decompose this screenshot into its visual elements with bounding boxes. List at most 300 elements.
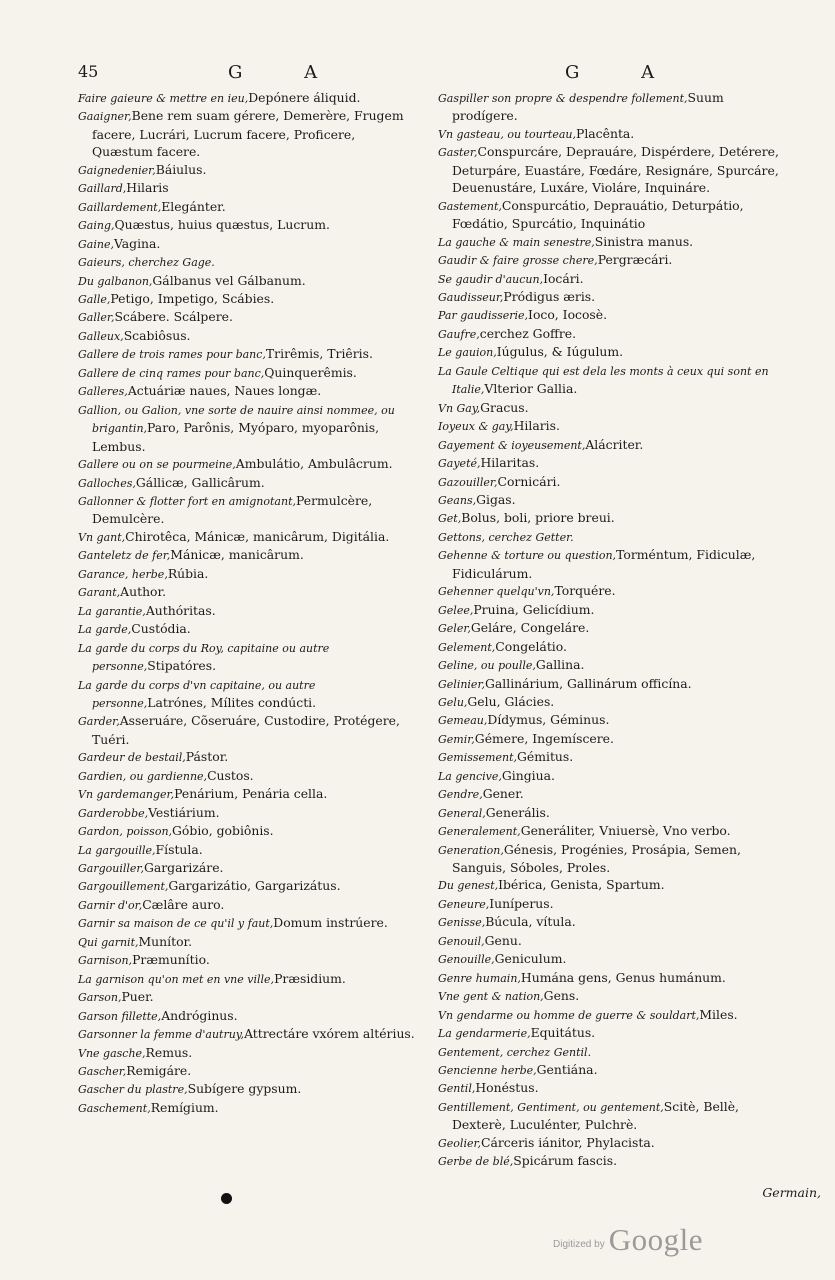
- entry-latin: Chirotêca, Mánicæ, manicârum, Digitália.: [125, 528, 390, 544]
- entry-latin: Vlterior Gallia.: [484, 381, 578, 397]
- entry-latin: Cárceris iánitor, Phylacista.: [481, 1134, 655, 1150]
- dictionary-entry: [438, 656, 783, 674]
- entry-latin: Báiulus.: [155, 161, 207, 177]
- dictionary-entry: [78, 970, 418, 988]
- dictionary-entry: [78, 639, 418, 676]
- dictionary-entry: [438, 711, 783, 729]
- dictionary-entry: [438, 785, 783, 803]
- entry-headword: Gaudisseur,: [438, 290, 504, 304]
- entry-headword: Genre humain,: [438, 971, 521, 985]
- entry-headword: Ioyeux & gay,: [438, 420, 514, 434]
- entry-latin: Gémitus.: [517, 749, 574, 765]
- entry-headword: Genouil,: [438, 934, 485, 948]
- dictionary-entry: [438, 913, 783, 931]
- entry-headword: Vne gent & nation,: [438, 990, 544, 1004]
- entry-latin: Búcula, vítula.: [485, 914, 576, 930]
- dictionary-entry: [78, 1007, 418, 1025]
- dictionary-entry: [438, 417, 783, 435]
- dictionary-entry: [78, 492, 418, 528]
- dictionary-entry: [78, 474, 418, 492]
- entry-latin: Mánicæ, manicârum.: [170, 547, 304, 563]
- dictionary-entry: [78, 455, 418, 473]
- dictionary-entry: [78, 602, 418, 620]
- entry-headword: Gardien, ou gardienne,: [78, 769, 208, 783]
- entry-headword: Gelinier,: [438, 677, 485, 691]
- entry-headword: Gaieurs, cherchez Gage.: [78, 256, 215, 270]
- dictionary-entry: [78, 841, 418, 859]
- dictionary-entry: [438, 454, 783, 472]
- digitized-by-google-watermark: [553, 1222, 703, 1258]
- entry-headword: Garson,: [78, 991, 122, 1005]
- entry-headword: Gaufre,: [438, 327, 480, 341]
- entry-latin: Gener.: [482, 786, 524, 802]
- entry-headword: Gaaigner,: [78, 110, 132, 124]
- dictionary-entry: [78, 565, 418, 583]
- entry-latin: Góbio, gobiônis.: [172, 823, 274, 839]
- entry-headword: Par gaudisserie,: [438, 309, 529, 323]
- entry-headword: Galle,: [78, 292, 111, 306]
- dictionary-entry: [78, 785, 418, 803]
- entry-latin: Iúgulus, & Iúgulum.: [496, 344, 624, 360]
- dictionary-entry: [438, 528, 783, 546]
- entry-headword: Gaschement,: [78, 1101, 151, 1115]
- dictionary-entry: [438, 895, 783, 913]
- entry-headword: Gazouiller,: [438, 475, 498, 489]
- entry-latin: Iuníperus.: [489, 895, 554, 911]
- entry-headword: Garsonner la femme d'autruy,: [78, 1028, 245, 1042]
- entry-latin: Elegánter.: [161, 198, 226, 214]
- dictionary-entry: [78, 620, 418, 638]
- entry-headword: Garder,: [78, 715, 120, 729]
- entry-headword: La Gaule Celtique qui est dela les monts à ceux qui sont en Italie,: [438, 364, 769, 397]
- entry-latin: Depónere áliquid.: [248, 90, 361, 105]
- running-head-left: G A: [228, 62, 320, 83]
- dictionary-entry: [438, 125, 783, 143]
- dictionary-entry: [438, 582, 783, 600]
- entry-latin: Ambulátio, Ambulâcrum.: [235, 456, 393, 472]
- entry-headword: Genisse,: [438, 916, 486, 930]
- dictionary-entry: [438, 932, 783, 950]
- entry-headword: Qui garnit,: [78, 935, 139, 949]
- dictionary-entry: [78, 748, 418, 766]
- watermark-small: Digitized by: [553, 1239, 605, 1250]
- entry-latin: Génesis, Progénies, Prosápia, Semen, Sanguis, Sóboles, Proles.: [452, 841, 741, 876]
- entry-latin: Gracus.: [480, 399, 529, 415]
- entry-headword: Galleres,: [78, 385, 128, 399]
- entry-headword: Gemissement,: [438, 751, 517, 765]
- entry-latin: Honéstus.: [475, 1080, 539, 1096]
- entry-headword: Garnison,: [78, 954, 133, 968]
- dictionary-entry: [78, 896, 418, 914]
- left-column: [78, 89, 418, 1117]
- entry-headword: La gargouille,: [78, 843, 156, 857]
- entry-headword: Gallere de cinq rames pour banc,: [78, 366, 265, 380]
- entry-headword: Faire gaieure & mettre en ieu,: [78, 92, 249, 105]
- right-column: [438, 89, 783, 1171]
- entry-headword: La garde du corps du Roy, capitaine ou autre personne,: [78, 641, 330, 674]
- entry-latin: Gálbanus vel Gálbanum.: [152, 272, 306, 288]
- dictionary-entry: [438, 1043, 783, 1061]
- dictionary-entry: [78, 290, 418, 308]
- entry-headword: La gauche & main senestre,: [438, 235, 595, 249]
- catchword: Germain,: [762, 1185, 821, 1200]
- entry-latin: Gens.: [543, 988, 580, 1004]
- entry-latin: Pergræcári.: [597, 252, 673, 268]
- entry-latin: Remígium.: [150, 1099, 219, 1115]
- dictionary-entry: [438, 546, 783, 582]
- dictionary-entry: [438, 491, 783, 509]
- entry-headword: Vne gasche,: [78, 1046, 146, 1060]
- entry-latin: Pruina, Gelicídium.: [473, 601, 595, 617]
- entry-latin: Remus.: [145, 1044, 193, 1060]
- entry-headword: Gayement & ioyeusement,: [438, 438, 586, 452]
- entry-headword: Gelee,: [438, 603, 474, 617]
- entry-headword: Vn gendarme ou homme de guerre & souldart,: [438, 1008, 700, 1022]
- entry-headword: Get,: [438, 512, 462, 526]
- dictionary-entry: [438, 822, 783, 840]
- dictionary-entry: [78, 179, 418, 197]
- entry-latin: Authóritas.: [145, 602, 216, 618]
- entry-latin: Geniculum.: [494, 951, 567, 967]
- dictionary-entry: [438, 143, 783, 196]
- entry-latin: Trirêmis, Triêris.: [265, 346, 373, 362]
- entry-headword: Garance, herbe,: [78, 567, 168, 581]
- dictionary-entry: [78, 546, 418, 564]
- entry-latin: Hilaris.: [513, 418, 560, 434]
- entry-headword: Garson fillette,: [78, 1009, 162, 1023]
- entry-headword: Geler,: [438, 622, 471, 636]
- entry-headword: Gascher du plastre,: [78, 1083, 188, 1097]
- dictionary-entry: [438, 288, 783, 306]
- entry-headword: Geneure,: [438, 897, 490, 911]
- entry-latin: Humána gens, Genus humánum.: [520, 969, 726, 985]
- entry-headword: La garde du corps d'vn capitaine, ou autre personne,: [78, 678, 316, 710]
- ink-blot: [221, 1193, 232, 1204]
- dictionary-entry: [438, 197, 783, 233]
- entry-headword: Gaillardement,: [78, 200, 162, 214]
- entry-headword: Geolier,: [438, 1136, 482, 1150]
- dictionary-entry: [78, 988, 418, 1006]
- entry-headword: Gaster,: [438, 146, 478, 160]
- entry-headword: Gaudir & faire grosse chere,: [438, 254, 598, 268]
- entry-latin: Suum prodígere.: [452, 90, 724, 124]
- dictionary-entry: [438, 767, 783, 785]
- entry-headword: Gallere ou on se pourmeine,: [78, 458, 236, 472]
- entry-latin: Generális.: [485, 804, 550, 820]
- entry-latin: Pródigus æris.: [503, 288, 596, 304]
- entry-latin: Penárium, Penária cella.: [174, 786, 328, 802]
- entry-headword: Garnir d'or,: [78, 898, 143, 912]
- entry-latin: Scábere. Scálpere.: [114, 309, 233, 325]
- dictionary-entry: [78, 364, 418, 382]
- dictionary-entry: [78, 1044, 418, 1062]
- entry-headword: Gelement,: [438, 640, 496, 654]
- dictionary-entry: [438, 730, 783, 748]
- entry-latin: Præmunítio.: [132, 952, 210, 968]
- entry-headword: Gaillard,: [78, 182, 127, 196]
- dictionary-entry: [438, 804, 783, 822]
- entry-latin: Munítor.: [138, 933, 193, 949]
- dictionary-entry: [438, 362, 783, 399]
- dictionary-entry: [78, 107, 418, 160]
- entry-headword: Gencienne herbe,: [438, 1064, 537, 1078]
- dictionary-entry: [438, 841, 783, 877]
- entry-headword: Garant,: [78, 586, 121, 600]
- entry-headword: Gallonner & flotter fort en amignotant,: [78, 494, 296, 508]
- entry-latin: Congelátio.: [495, 638, 567, 654]
- entry-headword: Gerbe de blé,: [438, 1155, 514, 1169]
- dictionary-entry: [78, 1025, 418, 1043]
- dictionary-entry: [438, 1061, 783, 1079]
- entry-headword: Galloches,: [78, 476, 136, 490]
- entry-headword: Gemir,: [438, 732, 475, 746]
- entry-latin: Ibérica, Genista, Spartum.: [498, 877, 665, 893]
- entry-latin: Gargarizátio, Gargarizátus.: [168, 878, 341, 894]
- entry-headword: Gayeté,: [438, 457, 481, 471]
- entry-latin: Equitátus.: [530, 1025, 596, 1041]
- entry-headword: Gardeur de bestail,: [78, 751, 186, 765]
- entry-latin: Gargarizáre.: [143, 860, 224, 876]
- dictionary-entry: [438, 876, 783, 894]
- entry-headword: Genouille,: [438, 953, 495, 967]
- entry-headword: Gentillement, Gentiment, ou gentement,: [438, 1100, 664, 1114]
- dictionary-entry: [78, 712, 418, 748]
- watermark-logo: Google: [608, 1222, 703, 1257]
- entry-latin: Sinistra manus.: [594, 233, 694, 249]
- entry-latin: Ioco, Iocosè.: [528, 307, 608, 323]
- entry-headword: General,: [438, 806, 486, 820]
- dictionary-entry: [438, 233, 783, 251]
- entry-headword: Gaine,: [78, 237, 114, 251]
- dictionary-entry: [78, 1062, 418, 1080]
- entry-headword: Galler,: [78, 311, 115, 325]
- entry-headword: Gentement, cerchez Gentil.: [438, 1045, 592, 1059]
- dictionary-entry: [438, 306, 783, 324]
- dictionary-entry: [78, 308, 418, 326]
- entry-latin: Pástor.: [185, 749, 229, 765]
- entry-latin: Puer.: [121, 989, 154, 1005]
- entry-headword: Gardon, poisson,: [78, 825, 173, 839]
- entry-headword: Vn gant,: [78, 530, 126, 544]
- dictionary-entry: [438, 473, 783, 491]
- entry-latin: Scitè, Bellè, Dexterè, Luculénter, Pulchrè.: [452, 1098, 739, 1133]
- dictionary-entry: [438, 748, 783, 766]
- running-head-right: G A: [565, 62, 657, 83]
- entry-headword: Gascher,: [78, 1065, 127, 1079]
- entry-headword: La garde,: [78, 623, 132, 637]
- dictionary-entry: [438, 436, 783, 454]
- dictionary-entry: [78, 401, 418, 455]
- entry-latin: Remigáre.: [126, 1063, 192, 1079]
- entry-latin: Miles.: [699, 1006, 738, 1022]
- entry-headword: Galleux,: [78, 329, 124, 343]
- entry-latin: Dídymus, Géminus.: [487, 712, 610, 728]
- dictionary-entry: [78, 914, 418, 932]
- entry-latin: Domum instrúere.: [273, 915, 388, 931]
- entry-latin: Præsidium.: [274, 970, 346, 986]
- entry-latin: Andróginus.: [161, 1007, 238, 1023]
- entry-headword: Gehenner quelqu'vn,: [438, 585, 555, 599]
- entry-latin: Spicárum fascis.: [513, 1153, 618, 1169]
- dictionary-entry: [78, 272, 418, 290]
- entry-latin: Gingiua.: [501, 767, 555, 783]
- entry-latin: Torquére.: [554, 583, 616, 599]
- entry-headword: Geline, ou poulle,: [438, 659, 536, 673]
- entry-headword: Ganteletz de fer,: [78, 549, 171, 563]
- entry-headword: Gaspiller son propre & despendre follement,: [438, 92, 688, 105]
- page-number: 45: [78, 62, 99, 81]
- entry-headword: Vn Gay,: [438, 401, 481, 415]
- entry-latin: Paro, Parônis, Myóparo, myoparônis, Lembus.: [92, 420, 380, 454]
- dictionary-entry: [438, 325, 783, 343]
- dictionary-entry: [438, 399, 783, 417]
- entry-headword: Gemeau,: [438, 714, 488, 728]
- entry-headword: Gargouillement,: [78, 880, 169, 894]
- dictionary-entry: [78, 822, 418, 840]
- entry-latin: Geláre, Congeláre.: [470, 620, 590, 636]
- dictionary-entry: [438, 1098, 783, 1134]
- dictionary-entry: [438, 601, 783, 619]
- dictionary-entry: [438, 251, 783, 269]
- entry-latin: Attrectáre vxórem altérius.: [244, 1026, 415, 1042]
- entry-headword: Geans,: [438, 493, 477, 507]
- entry-latin: Permulcère, Demulcère.: [92, 492, 373, 527]
- entry-latin: Gémere, Ingemíscere.: [474, 730, 614, 746]
- dictionary-entry: [438, 509, 783, 527]
- entry-headword: Le gauion,: [438, 346, 497, 360]
- entry-latin: Quæstus, huius quæstus, Lucrum.: [114, 217, 330, 233]
- entry-headword: Du genest,: [438, 879, 499, 893]
- entry-headword: Gettons, cerchez Getter.: [438, 530, 574, 544]
- dictionary-entry: [78, 89, 418, 107]
- dictionary-entry: [438, 987, 783, 1005]
- entry-headword: Gastement,: [438, 199, 502, 213]
- dictionary-entry: [438, 693, 783, 711]
- dictionary-entry: [438, 89, 783, 125]
- entry-latin: cerchez Goffre.: [479, 325, 577, 341]
- entry-latin: Stipatóres.: [147, 658, 217, 674]
- dictionary-entry: [78, 877, 418, 895]
- entry-latin: Scabiôsus.: [123, 327, 191, 343]
- entry-headword: Generalement,: [438, 825, 521, 839]
- dictionary-entry: [78, 1099, 418, 1117]
- entry-headword: Gargouiller,: [78, 862, 144, 876]
- entry-latin: Cornicári.: [497, 473, 561, 489]
- entry-latin: Conspurcátio, Deprauátio, Deturpátio, Fœdátio, Spurcátio, Inquinátio: [452, 197, 744, 232]
- dictionary-entry: [438, 270, 783, 288]
- dictionary-entry: [438, 675, 783, 693]
- entry-latin: Asseruáre, Cõseruáre, Custodire, Protégere, Tuéri.: [92, 713, 400, 747]
- entry-latin: Latrónes, Mílites condúcti.: [147, 694, 317, 710]
- entry-latin: Petigo, Impetigo, Scábies.: [110, 290, 275, 306]
- entry-headword: Se gaudir d'aucun,: [438, 272, 544, 286]
- entry-headword: Generation,: [438, 843, 504, 857]
- entry-headword: Vn gasteau, ou tourteau,: [438, 127, 576, 141]
- entry-latin: Hilaritas.: [480, 455, 540, 471]
- entry-latin: Torméntum, Fidiculæ, Fidiculárum.: [452, 547, 756, 581]
- entry-latin: Vestiárium.: [148, 804, 220, 820]
- entry-headword: Du galbanon,: [78, 274, 153, 288]
- entry-latin: Bolus, boli, priore breui.: [461, 510, 615, 526]
- entry-headword: La gendarmerie,: [438, 1027, 531, 1041]
- entry-latin: Actuáriæ naues, Naues longæ.: [127, 383, 322, 399]
- dictionary-entry: [78, 327, 418, 345]
- entry-latin: Subígere gypsum.: [187, 1081, 302, 1097]
- dictionary-entry: [78, 933, 418, 951]
- dictionary-entry: [78, 676, 418, 713]
- entry-headword: La garantie,: [78, 604, 146, 618]
- entry-latin: Alácriter.: [585, 436, 644, 452]
- dictionary-entry: [78, 767, 418, 785]
- entry-latin: Gállicæ, Gallicârum.: [135, 474, 265, 490]
- dictionary-entry: [78, 804, 418, 822]
- entry-headword: Gaignedenier,: [78, 163, 156, 177]
- entry-latin: Bene rem suam gérere, Demerère, Frugem facere, Lucrári, Lucrum facere, Proficere, Quæstum facere.: [92, 108, 404, 160]
- dictionary-entry: [438, 343, 783, 361]
- entry-latin: Gigas.: [476, 491, 516, 507]
- entry-latin: Gallina.: [535, 657, 585, 673]
- entry-headword: Vn gardemanger,: [78, 788, 175, 802]
- dictionary-entry: [78, 859, 418, 877]
- entry-headword: Gaing,: [78, 219, 115, 233]
- dictionary-entry: [78, 382, 418, 400]
- entry-latin: Gelu, Glácies.: [467, 693, 555, 709]
- entry-latin: Vagina.: [113, 235, 161, 251]
- entry-headword: La gencive,: [438, 769, 502, 783]
- entry-headword: Gehenne & torture ou question,: [438, 549, 617, 563]
- dictionary-entry: [438, 1024, 783, 1042]
- entry-latin: Conspurcáre, Deprauáre, Dispérdere, Detérere, Deturpáre, Euastáre, Fœdáre, Resignáre, Spurcáre, Deuenustáre, Luxáre, Violáre, Inquináre.: [452, 144, 779, 196]
- entry-latin: Custos.: [207, 767, 254, 783]
- entry-headword: Gelu,: [438, 695, 468, 709]
- dictionary-entry: [78, 951, 418, 969]
- dictionary-entry: [78, 216, 418, 234]
- dictionary-entry: [438, 1152, 783, 1170]
- dictionary-entry: [78, 583, 418, 601]
- entry-latin: Fístula.: [155, 841, 203, 857]
- entry-latin: Gallinárium, Gallinárum officína.: [485, 675, 692, 691]
- dictionary-entry: [78, 161, 418, 179]
- dictionary-entry: [78, 198, 418, 216]
- entry-headword: Gentil,: [438, 1082, 476, 1096]
- dictionary-entry: [438, 969, 783, 987]
- entry-latin: Quinquerêmis.: [264, 364, 357, 380]
- dictionary-entry: [78, 528, 418, 546]
- entry-latin: Author.: [120, 584, 167, 600]
- entry-latin: Placênta.: [576, 125, 635, 141]
- dictionary-entry: [438, 1134, 783, 1152]
- entry-headword: Garnir sa maison de ce qu'il y faut,: [78, 917, 274, 931]
- entry-latin: Generáliter, Vniuersè, Vno verbo.: [520, 823, 731, 839]
- dictionary-entry: [78, 253, 418, 271]
- entry-latin: Genu.: [484, 932, 522, 948]
- entry-latin: Rúbia.: [167, 565, 209, 581]
- dictionary-entry: [438, 1006, 783, 1024]
- dictionary-entry: [438, 950, 783, 968]
- dictionary-entry: [438, 638, 783, 656]
- dictionary-entry: [78, 235, 418, 253]
- entry-latin: Gentiána.: [536, 1062, 598, 1078]
- entry-headword: Gendre,: [438, 788, 483, 802]
- entry-headword: Garderobbe,: [78, 806, 149, 820]
- entry-latin: Custódia.: [131, 621, 191, 637]
- entry-headword: Gallere de trois rames pour banc,: [78, 348, 266, 362]
- entry-latin: Iocári.: [543, 270, 584, 286]
- dictionary-entry: [438, 619, 783, 637]
- dictionary-entry: [78, 345, 418, 363]
- entry-headword: Gallion, ou Galion, vne sorte de nauire ainsi nommee, ou brigantin,: [78, 403, 395, 436]
- dictionary-entry: [438, 1079, 783, 1097]
